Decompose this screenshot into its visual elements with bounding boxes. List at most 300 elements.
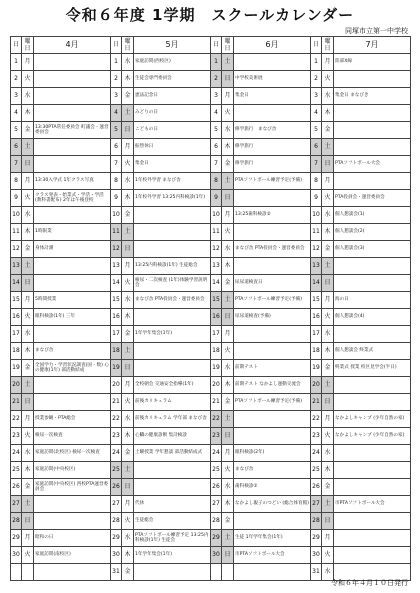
april-day-number: 6 (11, 139, 22, 156)
may-weekday: 水 (122, 292, 134, 309)
july-day-number: 31 (311, 564, 322, 581)
june-weekday: 木 (222, 258, 234, 275)
may-weekday: 土 (122, 105, 134, 122)
july-day-number: 10 (311, 207, 322, 224)
july-day-number: 18 (311, 343, 322, 360)
june-weekday: 火 (222, 224, 234, 241)
april-weekday: 水 (22, 88, 34, 105)
june-day-number: 4 (211, 105, 222, 122)
june-event: なかよし親子のつどい (総合体育館) (234, 496, 311, 513)
july-weekday: 月 (322, 54, 334, 71)
may-weekday: 火 (122, 275, 134, 292)
may-weekday: 金 (122, 445, 134, 462)
april-weekday: 水 (22, 445, 34, 462)
calendar-row (11, 241, 411, 258)
may-day-number: 20 (111, 377, 122, 394)
may-event (134, 309, 211, 326)
calendar-row (11, 173, 411, 190)
april-weekday: 火 (22, 190, 34, 207)
june-event: 尿尿道検査日 (234, 275, 311, 292)
may-day-number: 4 (111, 105, 122, 122)
calendar-row (11, 275, 411, 292)
header-month-april: 4月 (34, 37, 111, 54)
header-weekday: 曜日 (222, 37, 234, 54)
april-event (34, 275, 111, 292)
may-day-number: 29 (111, 530, 122, 547)
calendar-row (11, 122, 411, 139)
june-day-number: 6 (211, 139, 222, 156)
april-day-number: 22 (11, 411, 22, 428)
april-day-number: 26 (11, 479, 22, 496)
june-weekday: 月 (222, 326, 234, 343)
may-day-number: 11 (111, 224, 122, 241)
may-weekday: 木 (122, 71, 134, 88)
july-weekday: 水 (322, 445, 334, 462)
calendar-row (11, 445, 411, 462)
may-weekday: 月 (122, 258, 134, 275)
july-event: 市PTAソフトボール大会 (334, 496, 411, 513)
april-day-number: 19 (11, 360, 22, 377)
april-day-number: 2 (11, 71, 22, 88)
july-day-number: 8 (311, 173, 322, 190)
june-event: 前期テスト なかよし運動交流会 (234, 377, 311, 394)
may-weekday: 日 (122, 122, 134, 139)
june-event (234, 564, 311, 581)
july-event (334, 173, 411, 190)
june-weekday: 木 (222, 139, 234, 156)
may-event: 代休 (134, 496, 211, 513)
may-event: 全校朝会 交通安全指導(1年) (134, 377, 211, 394)
july-weekday: 水 (322, 326, 334, 343)
calendar-row (11, 360, 411, 377)
july-day-number: 11 (311, 224, 322, 241)
july-day-number: 21 (311, 394, 322, 411)
april-day-number: 23 (11, 428, 22, 445)
april-weekday: 土 (22, 258, 34, 275)
april-weekday: 日 (22, 275, 34, 292)
july-weekday: 木 (322, 224, 334, 241)
school-name: 同塚市立第一中学校 (345, 27, 408, 35)
july-weekday: 金 (322, 360, 334, 377)
may-event (134, 462, 211, 479)
july-day-number: 26 (311, 479, 322, 496)
header-day: 日 (311, 37, 322, 54)
july-day-number: 3 (311, 88, 322, 105)
july-weekday: 月 (322, 173, 334, 190)
july-weekday: 土 (322, 496, 334, 513)
july-day-number: 23 (311, 428, 322, 445)
may-event: こどもの日 (134, 122, 211, 139)
april-weekday: 日 (22, 394, 34, 411)
may-event: 生徒会専門委員会 (134, 71, 211, 88)
june-weekday: 土 (222, 411, 234, 428)
april-weekday: 土 (22, 377, 34, 394)
july-weekday: 水 (322, 207, 334, 224)
july-event (334, 394, 411, 411)
april-event: 授業参観・PTA総会 (34, 411, 111, 428)
july-event: 集金日 まなびき (334, 88, 411, 105)
april-event: 家庭訪問(南校区) (34, 547, 111, 564)
april-day-number: 18 (11, 343, 22, 360)
june-event: 13:25歯科検診② (234, 207, 311, 224)
april-event (34, 207, 111, 224)
april-day-number: 11 (11, 224, 22, 241)
july-weekday: 水 (322, 88, 334, 105)
may-day-number: 31 (111, 564, 122, 581)
may-event: 検尿・二次検査 (1年)体験学習説明会 (134, 275, 211, 292)
july-event (334, 513, 411, 530)
april-event (34, 105, 111, 122)
calendar-row (11, 377, 411, 394)
may-event: 憲法記念日 (134, 88, 211, 105)
july-event: なかよしキャンプ (少年自然の家) (334, 428, 411, 445)
july-weekday: 木 (322, 343, 334, 360)
may-day-number: 27 (111, 496, 122, 513)
may-weekday: 日 (122, 360, 134, 377)
july-day-number: 6 (311, 139, 322, 156)
may-weekday: 金 (122, 326, 134, 343)
june-weekday: 土 (222, 292, 234, 309)
may-event (134, 343, 211, 360)
june-weekday: 水 (222, 479, 234, 496)
july-event (334, 445, 411, 462)
july-event (334, 275, 411, 292)
april-weekday: 木 (22, 105, 34, 122)
june-event (234, 224, 311, 241)
april-event: まなび舎 (34, 343, 111, 360)
june-event (234, 54, 311, 71)
june-weekday: 水 (222, 122, 234, 139)
april-day-number: 20 (11, 377, 22, 394)
july-weekday: 火 (322, 428, 334, 445)
may-day-number: 15 (111, 292, 122, 309)
header-row (11, 37, 411, 54)
header-weekday: 曜日 (322, 37, 334, 54)
calendar-row (11, 224, 411, 241)
june-weekday: 月 (222, 88, 234, 105)
june-day-number: 30 (211, 547, 222, 564)
april-event (34, 258, 111, 275)
june-weekday: 金 (222, 394, 234, 411)
may-event: 13:25内科検診(1年) 生徒総会 (134, 258, 211, 275)
calendar-row (11, 394, 411, 411)
april-weekday: 火 (22, 309, 34, 326)
june-event: 中学校美術展 (234, 71, 311, 88)
april-day-number: 15 (11, 292, 22, 309)
may-weekday: 木 (122, 428, 134, 445)
header-month-june: 6月 (234, 37, 311, 54)
june-weekday: 金 (222, 513, 234, 530)
june-event: 修学旅行 まなび舎 (234, 122, 311, 139)
may-event: 家庭訪問(西校区) (134, 54, 211, 71)
may-day-number: 14 (111, 275, 122, 292)
july-day-number: 28 (311, 513, 322, 530)
june-event: 眼科検診(2年) (234, 445, 311, 462)
april-day-number: 12 (11, 241, 22, 258)
calendar-row (11, 496, 411, 513)
april-weekday: 金 (22, 241, 34, 258)
july-day-number: 2 (311, 71, 322, 88)
may-event: 前後カリキュラム 学年部 まなび舎 (134, 411, 211, 428)
june-day-number: 2 (211, 71, 222, 88)
april-event: 家庭訪問(北校区) 検尿一次検査 (34, 445, 111, 462)
april-weekday: 土 (22, 496, 34, 513)
calendar-row (11, 207, 411, 224)
june-day-number: 17 (211, 326, 222, 343)
may-day-number: 22 (111, 411, 122, 428)
april-event: 13:30入学式 1年クラス写真 (34, 173, 111, 190)
july-weekday: 土 (322, 258, 334, 275)
april-day-number: 8 (11, 173, 22, 190)
may-event (134, 564, 211, 581)
april-day-number: 7 (11, 156, 22, 173)
header-weekday: 曜日 (22, 37, 34, 54)
june-day-number: 8 (211, 173, 222, 190)
june-weekday: 土 (222, 530, 234, 547)
may-weekday: 木 (122, 309, 134, 326)
june-day-number: 1 (211, 54, 222, 71)
header-month-may: 5月 (134, 37, 211, 54)
calendar-row (11, 105, 411, 122)
june-weekday: 水 (222, 241, 234, 258)
calendar-row (11, 156, 411, 173)
july-event (334, 377, 411, 394)
april-day-number: 3 (11, 88, 22, 105)
may-weekday: 土 (122, 224, 134, 241)
may-weekday: 水 (122, 411, 134, 428)
july-weekday: 日 (322, 275, 334, 292)
april-event: 全国学力・学習状況調査(国・数) 心の健康(1年) 部活動結成 (34, 360, 111, 377)
july-event: 個人懇談会(1) (334, 207, 411, 224)
april-event: 家庭訪問(中央校区) (34, 462, 111, 479)
june-weekday: 水 (222, 360, 234, 377)
may-day-number: 2 (111, 71, 122, 88)
may-day-number: 25 (111, 462, 122, 479)
calendar-row (11, 258, 411, 275)
april-day-number: 9 (11, 190, 22, 207)
calendar-row (11, 326, 411, 343)
april-weekday: 水 (22, 326, 34, 343)
june-event: 修学旅行 (234, 139, 311, 156)
april-day-number: 28 (11, 513, 22, 530)
june-weekday: 木 (222, 496, 234, 513)
calendar-row (11, 292, 411, 309)
calendar-table (10, 36, 411, 581)
april-event (34, 377, 111, 394)
calendar-row (11, 309, 411, 326)
calendar-row (11, 343, 411, 360)
april-event (34, 496, 111, 513)
june-weekday: 土 (222, 54, 234, 71)
june-weekday: 月 (222, 207, 234, 224)
july-day-number: 9 (311, 190, 322, 207)
calendar-row (11, 462, 411, 479)
july-weekday: 火 (322, 547, 334, 564)
july-weekday: 月 (322, 411, 334, 428)
april-day-number: 21 (11, 394, 22, 411)
april-weekday: 金 (22, 479, 34, 496)
may-day-number: 7 (111, 156, 122, 173)
july-weekday: 日 (322, 156, 334, 173)
july-weekday: 月 (322, 530, 334, 547)
april-weekday: 火 (22, 428, 34, 445)
may-weekday: 火 (122, 394, 134, 411)
july-event (334, 326, 411, 343)
july-event (334, 258, 411, 275)
may-weekday: 水 (122, 530, 134, 547)
april-day-number: 10 (11, 207, 22, 224)
july-event (334, 462, 411, 479)
july-day-number: 19 (311, 360, 322, 377)
april-day-number: 1 (11, 54, 22, 71)
calendar-row (11, 479, 411, 496)
may-event (134, 241, 211, 258)
june-day-number: 5 (211, 122, 222, 139)
may-event: 心臓の健康診断 集計検診 (134, 428, 211, 445)
april-weekday (22, 564, 34, 581)
june-day-number: 28 (211, 513, 222, 530)
july-event: PTAソフトボール大会 (334, 156, 411, 173)
june-event: 歯科検診② (234, 479, 311, 496)
april-day-number: 30 (11, 547, 22, 564)
april-weekday: 土 (22, 139, 34, 156)
june-day-number: 16 (211, 309, 222, 326)
april-event: 昭和の日 (34, 530, 111, 547)
july-event: 個人懇談会(4) (334, 309, 411, 326)
may-day-number: 6 (111, 139, 122, 156)
june-day-number: 18 (211, 343, 222, 360)
april-weekday: 木 (22, 224, 34, 241)
april-weekday: 木 (22, 462, 34, 479)
may-day-number: 1 (111, 54, 122, 71)
june-day-number: 10 (211, 207, 222, 224)
june-event (234, 190, 311, 207)
april-weekday: 金 (22, 360, 34, 377)
july-weekday: 土 (322, 139, 334, 156)
may-day-number: 30 (111, 547, 122, 564)
june-event: 市PTAソフトボール大会 (234, 547, 311, 564)
may-weekday: 火 (122, 513, 134, 530)
july-weekday: 土 (322, 377, 334, 394)
april-day-number: 5 (11, 122, 22, 139)
issue-date: 令和６年４月１０日発行 (331, 579, 408, 587)
may-day-number: 16 (111, 309, 122, 326)
june-event: 生徒 1年学年集会(1年) (234, 530, 311, 547)
june-day-number: 20 (211, 377, 222, 394)
june-day-number: 7 (211, 156, 222, 173)
july-day-number: 22 (311, 411, 322, 428)
page-title: 令和６年度 1学期 スクールカレンダー (65, 6, 355, 24)
april-day-number (11, 564, 22, 581)
april-weekday: 月 (22, 173, 34, 190)
may-weekday: 月 (122, 139, 134, 156)
july-weekday: 日 (322, 513, 334, 530)
july-event: 終業式 授業 校区見学会(半日) (334, 360, 411, 377)
header-weekday: 曜日 (122, 37, 134, 54)
june-event: 修学旅行 (234, 156, 311, 173)
calendar-row (11, 411, 411, 428)
april-weekday: 日 (22, 513, 34, 530)
july-day-number: 13 (311, 258, 322, 275)
july-weekday: 月 (322, 292, 334, 309)
july-weekday: 金 (322, 241, 334, 258)
july-weekday: 火 (322, 309, 334, 326)
july-day-number: 25 (311, 462, 322, 479)
april-day-number: 14 (11, 275, 22, 292)
may-day-number: 3 (111, 88, 122, 105)
calendar-row (11, 139, 411, 156)
june-day-number: 24 (211, 445, 222, 462)
june-weekday: 火 (222, 105, 234, 122)
june-event: まなび舎 PTA役員会・運営委員会 (234, 241, 311, 258)
may-weekday: 火 (122, 156, 134, 173)
may-event (134, 360, 211, 377)
june-weekday: 木 (222, 377, 234, 394)
calendar-row (11, 88, 411, 105)
april-weekday: 月 (22, 292, 34, 309)
april-event: 身体計測 (34, 241, 111, 258)
april-event (34, 326, 111, 343)
may-event: みどりの日 (134, 105, 211, 122)
june-day-number: 14 (211, 275, 222, 292)
may-weekday: 金 (122, 564, 134, 581)
may-event: 生徒総会 (134, 513, 211, 530)
july-weekday: 火 (322, 71, 334, 88)
june-weekday: 日 (222, 547, 234, 564)
july-event: なかよしキャンプ (少年自然の家) (334, 411, 411, 428)
july-day-number: 16 (311, 309, 322, 326)
april-event: 13:30PTA常任委員会 町議会・運営委員会 (34, 122, 111, 139)
july-event: PTA役員会・運営委員会 (334, 190, 411, 207)
april-event (34, 394, 111, 411)
may-event (134, 224, 211, 241)
june-event (234, 513, 311, 530)
may-weekday: 木 (122, 190, 134, 207)
july-weekday: 日 (322, 394, 334, 411)
may-weekday: 月 (122, 496, 134, 513)
april-weekday: 月 (22, 411, 34, 428)
may-weekday: 日 (122, 479, 134, 496)
june-day-number: 13 (211, 258, 222, 275)
june-day-number: 29 (211, 530, 222, 547)
april-event (34, 88, 111, 105)
july-weekday: 木 (322, 462, 334, 479)
june-weekday: 月 (222, 445, 234, 462)
june-event: PTAソフトボール練習予定(予備) (234, 394, 311, 411)
calendar-row (11, 530, 411, 547)
april-day-number: 25 (11, 462, 22, 479)
july-event: 個人懇談会 終業式 (334, 343, 411, 360)
june-weekday: 火 (222, 462, 234, 479)
may-day-number: 12 (111, 241, 122, 258)
april-event (34, 139, 111, 156)
june-event (234, 258, 311, 275)
may-day-number: 5 (111, 122, 122, 139)
june-weekday: 日 (222, 309, 234, 326)
july-event (334, 530, 411, 547)
may-event: 集金日 (134, 156, 211, 173)
may-day-number: 10 (111, 207, 122, 224)
may-event: 振替休日 (134, 139, 211, 156)
may-day-number: 26 (111, 479, 122, 496)
june-weekday: 日 (222, 428, 234, 445)
calendar-row (11, 428, 411, 445)
calendar-row (11, 513, 411, 530)
june-day-number: 26 (211, 479, 222, 496)
may-event: 1年学年集会(1年) (134, 326, 211, 343)
june-event: まなび舎 (234, 462, 311, 479)
june-weekday: 火 (222, 343, 234, 360)
